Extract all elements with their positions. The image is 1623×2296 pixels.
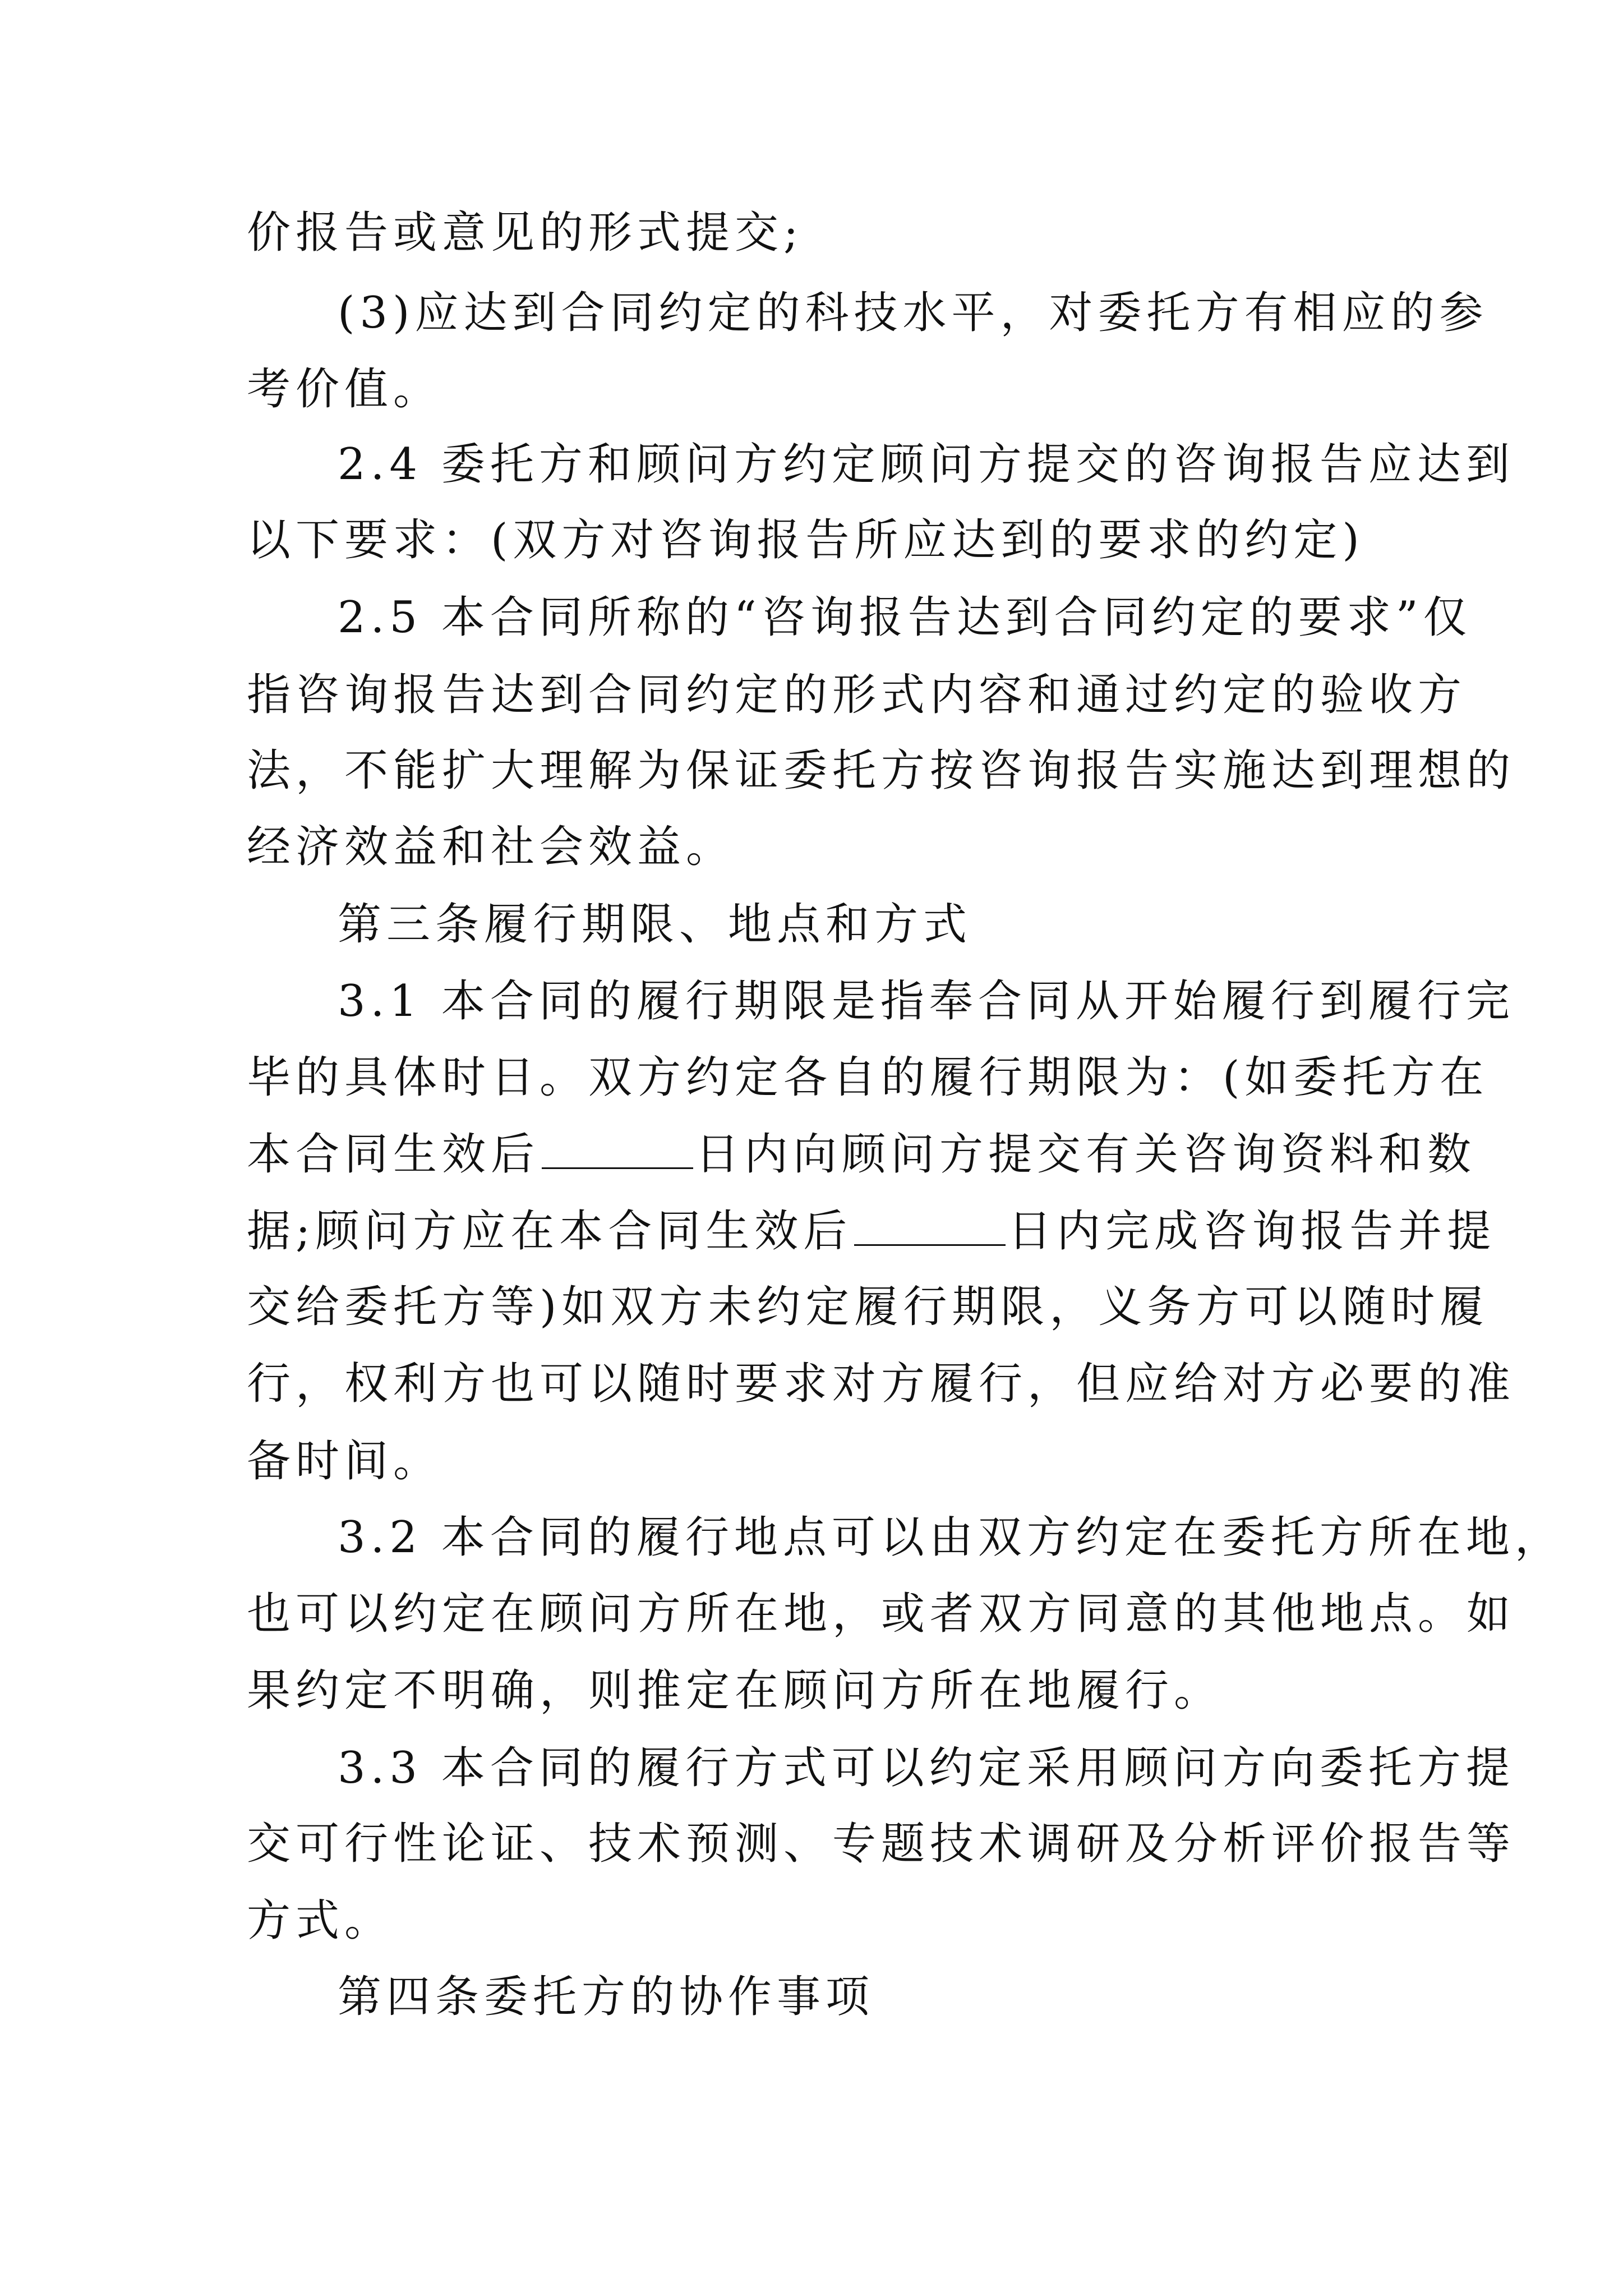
text-segment: 据;顾问方应在本合同生效后 <box>247 1206 852 1257</box>
text-line: 2.4 委托方和顾问方约定顾问方提交的咨询报告应达到 <box>338 439 1515 490</box>
text-line: 价报告或意见的形式提交; <box>247 208 804 258</box>
text-line: 3.2 本合同的履行地点可以由双方约定在委托方所在地， <box>338 1512 1564 1563</box>
text-line: 3.1 本合同的履行期限是指奉合同从开始履行到履行完 <box>338 976 1515 1027</box>
section-heading: 第三条履行期限、地点和方式 <box>338 899 972 950</box>
text-line: 经济效益和社会效益。 <box>247 822 735 872</box>
text-line: 行，权利方也可以随时要求对方履行，但应给对方必要的准 <box>247 1359 1516 1409</box>
text-line: 考价值。 <box>247 364 442 415</box>
fill-in-blank <box>854 1241 1006 1246</box>
text-line: 果约定不明确，则推定在顾问方所在地履行。 <box>247 1665 1223 1716</box>
text-line: 毕的具体时日。双方约定各自的履行期限为：(如委托方在 <box>247 1052 1489 1103</box>
text-line: 交可行性论证、技术预测、专题技术调研及分析评价报告等 <box>247 1819 1516 1869</box>
text-line: 也可以约定在顾问方所在地，或者双方同意的其他地点。如 <box>247 1589 1516 1639</box>
text-line-with-blank <box>247 1203 1496 1259</box>
text-line: 2.5 本合同所称的“咨询报告达到合同约定的要求”仅 <box>338 592 1472 643</box>
text-line: 3.3 本合同的履行方式可以约定采用顾问方向委托方提 <box>338 1743 1515 1793</box>
fill-in-blank <box>542 1164 693 1169</box>
text-line: 法，不能扩大理解为保证委托方按咨询报告实施达到理想的 <box>247 746 1516 796</box>
text-line: 备时间。 <box>247 1436 442 1487</box>
text-line: 以下要求：(双方对咨询报告所应达到的要求的约定) <box>247 515 1364 565</box>
text-line: (3)应达到合同约定的科技水平，对委托方有相应的参 <box>338 288 1488 338</box>
section-heading: 第四条委托方的协作事项 <box>338 1972 875 2022</box>
text-line: 方式。 <box>247 1895 394 1946</box>
text-line: 交给委托方等)如双方未约定履行期限，义务方可以随时履 <box>247 1282 1489 1332</box>
text-segment: 本合同生效后 <box>247 1129 540 1180</box>
text-line: 指咨询报告达到合同约定的形式内容和通过约定的验收方 <box>247 670 1467 720</box>
text-line-with-blank <box>247 1126 1476 1182</box>
text-segment: 日内完成咨询报告并提 <box>1008 1206 1496 1257</box>
text-segment: 日内向顾问方提交有关咨询资料和数 <box>695 1129 1477 1180</box>
